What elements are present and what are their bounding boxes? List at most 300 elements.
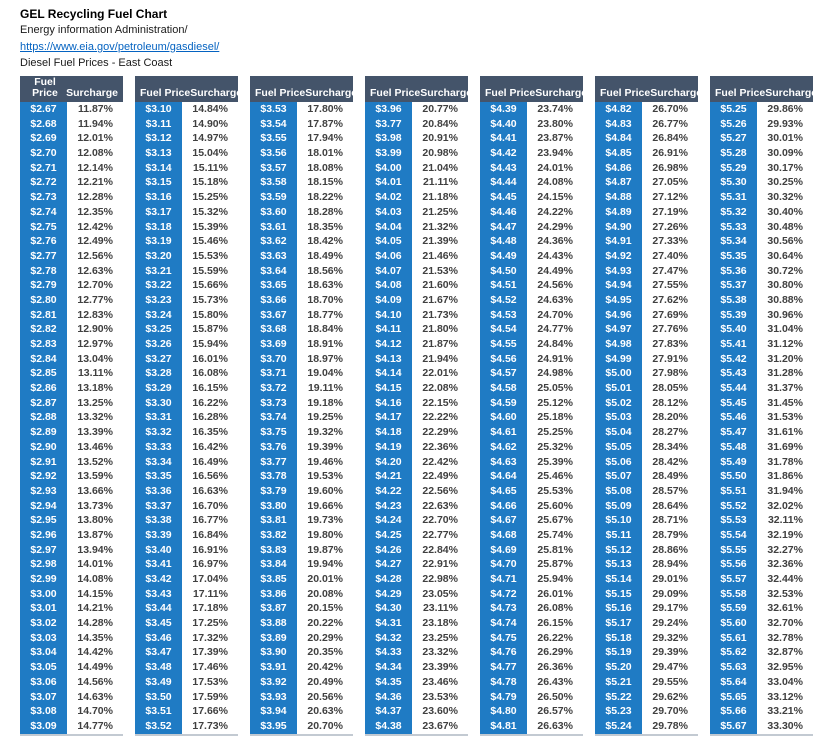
surcharge-header-label: Surcharge xyxy=(765,87,818,99)
table-row xyxy=(135,704,238,719)
surcharge-cell: 21.32% xyxy=(412,220,468,235)
fuel-price-cell: $3.66 xyxy=(250,293,297,308)
table-row xyxy=(480,469,583,484)
table-row xyxy=(135,528,238,543)
table-row xyxy=(250,102,353,117)
surcharge-cell: 16.01% xyxy=(182,352,238,367)
table-row xyxy=(595,690,698,705)
surcharge-header-label: Surcharge xyxy=(420,87,473,99)
table-row xyxy=(710,616,813,631)
table-row xyxy=(710,587,813,602)
surcharge-cell: 33.30% xyxy=(757,719,813,734)
surcharge-cell: 20.98% xyxy=(412,146,468,161)
table-row xyxy=(710,601,813,616)
fuel-price-cell: $3.36 xyxy=(135,484,182,499)
surcharge-cell: 21.04% xyxy=(412,161,468,176)
table-row xyxy=(20,557,123,572)
table-row xyxy=(480,308,583,323)
fuel-price-cell: $5.21 xyxy=(595,675,642,690)
fuel-price-cell: $3.08 xyxy=(20,704,67,719)
surcharge-cell: 31.61% xyxy=(757,425,813,440)
fuel-price-cell: $4.54 xyxy=(480,322,527,337)
table-row xyxy=(135,131,238,146)
table-row xyxy=(595,175,698,190)
surcharge-cell: 18.35% xyxy=(297,220,353,235)
surcharge-cell: 24.91% xyxy=(527,352,583,367)
fuel-price-cell: $3.90 xyxy=(250,645,297,660)
fuel-price-cell: $4.98 xyxy=(595,337,642,352)
fuel-price-cell: $2.88 xyxy=(20,410,67,425)
table-row xyxy=(20,455,123,470)
surcharge-cell: 22.01% xyxy=(412,366,468,381)
table-caption: Diesel Fuel Prices - East Coast xyxy=(20,57,173,69)
table-row xyxy=(135,499,238,514)
fuel-price-cell: $5.22 xyxy=(595,690,642,705)
surcharge-cell: 33.21% xyxy=(757,704,813,719)
table-row xyxy=(250,175,353,190)
fuel-price-cell: $4.89 xyxy=(595,205,642,220)
table-row xyxy=(20,440,123,455)
surcharge-cell: 12.90% xyxy=(67,322,123,337)
table-row xyxy=(365,660,468,675)
table-row xyxy=(480,690,583,705)
table-row xyxy=(250,190,353,205)
fuel-price-cell: $3.93 xyxy=(250,690,297,705)
fuel-table xyxy=(20,76,828,736)
surcharge-cell: 32.53% xyxy=(757,587,813,602)
surcharge-cell: 16.77% xyxy=(182,513,238,528)
table-row xyxy=(135,102,238,117)
surcharge-cell: 14.90% xyxy=(182,117,238,132)
fuel-price-cell: $4.48 xyxy=(480,234,527,249)
fuel-price-cell: $4.83 xyxy=(595,117,642,132)
table-row xyxy=(135,337,238,352)
surcharge-cell: 16.22% xyxy=(182,396,238,411)
table-row xyxy=(710,381,813,396)
group-header xyxy=(595,76,703,102)
surcharge-cell: 27.12% xyxy=(642,190,698,205)
fuel-price-cell: $4.82 xyxy=(595,102,642,117)
fuel-price-cell: $4.97 xyxy=(595,322,642,337)
fuel-price-cell: $5.09 xyxy=(595,499,642,514)
surcharge-cell: 14.84% xyxy=(182,102,238,117)
table-row xyxy=(135,616,238,631)
surcharge-cell: 30.96% xyxy=(757,308,813,323)
surcharge-cell: 23.32% xyxy=(412,645,468,660)
surcharge-cell: 23.53% xyxy=(412,690,468,705)
surcharge-cell: 14.28% xyxy=(67,616,123,631)
table-row xyxy=(595,557,698,572)
surcharge-header-label: Surcharge xyxy=(305,87,358,99)
surcharge-cell: 12.01% xyxy=(67,131,123,146)
fuel-price-cell: $3.04 xyxy=(20,645,67,660)
fuel-price-cell: $4.81 xyxy=(480,719,527,734)
surcharge-cell: 17.53% xyxy=(182,675,238,690)
table-row xyxy=(480,131,583,146)
fuel-price-cell: $5.33 xyxy=(710,220,757,235)
surcharge-cell: 25.53% xyxy=(527,484,583,499)
fuel-price-cell: $4.02 xyxy=(365,190,412,205)
table-row xyxy=(480,645,583,660)
surcharge-cell: 13.32% xyxy=(67,410,123,425)
table-row xyxy=(710,410,813,425)
table-row xyxy=(595,131,698,146)
surcharge-cell: 31.94% xyxy=(757,484,813,499)
fuel-price-cell: $4.99 xyxy=(595,352,642,367)
table-row xyxy=(710,704,813,719)
page-title: GEL Recycling Fuel Chart xyxy=(20,7,168,21)
surcharge-cell: 31.78% xyxy=(757,455,813,470)
table-row xyxy=(480,425,583,440)
table-row xyxy=(710,102,813,117)
surcharge-cell: 19.66% xyxy=(297,499,353,514)
column-group xyxy=(710,76,818,736)
table-row xyxy=(480,322,583,337)
surcharge-cell: 22.77% xyxy=(412,528,468,543)
table-row xyxy=(595,381,698,396)
surcharge-cell: 15.53% xyxy=(182,249,238,264)
table-row xyxy=(250,645,353,660)
surcharge-cell: 14.63% xyxy=(67,690,123,705)
table-row xyxy=(595,278,698,293)
table-row xyxy=(135,396,238,411)
fuel-price-cell: $3.80 xyxy=(250,499,297,514)
surcharge-cell: 32.36% xyxy=(757,557,813,572)
surcharge-cell: 26.57% xyxy=(527,704,583,719)
surcharge-cell: 31.12% xyxy=(757,337,813,352)
table-row xyxy=(135,352,238,367)
surcharge-cell: 31.69% xyxy=(757,440,813,455)
surcharge-cell: 27.26% xyxy=(642,220,698,235)
surcharge-cell: 26.63% xyxy=(527,719,583,734)
fuel-price-cell: $5.20 xyxy=(595,660,642,675)
surcharge-cell: 29.47% xyxy=(642,660,698,675)
table-row xyxy=(365,675,468,690)
fuel-price-cell: $4.68 xyxy=(480,528,527,543)
fuel-price-cell: $4.96 xyxy=(595,308,642,323)
surcharge-cell: 16.63% xyxy=(182,484,238,499)
table-row xyxy=(20,601,123,616)
surcharge-cell: 15.80% xyxy=(182,308,238,323)
surcharge-cell: 13.04% xyxy=(67,352,123,367)
surcharge-cell: 30.88% xyxy=(757,293,813,308)
fuel-price-cell: $4.33 xyxy=(365,645,412,660)
fuel-price-cell: $2.86 xyxy=(20,381,67,396)
column-group xyxy=(480,76,588,736)
fuel-price-cell: $3.61 xyxy=(250,220,297,235)
fuel-price-cell: $3.22 xyxy=(135,278,182,293)
surcharge-cell: 20.15% xyxy=(297,601,353,616)
table-row xyxy=(20,675,123,690)
fuel-price-cell: $4.10 xyxy=(365,308,412,323)
fuel-price-cell: $3.07 xyxy=(20,690,67,705)
table-row xyxy=(595,308,698,323)
table-row xyxy=(20,396,123,411)
surcharge-cell: 26.01% xyxy=(527,587,583,602)
surcharge-cell: 31.45% xyxy=(757,396,813,411)
surcharge-cell: 24.01% xyxy=(527,161,583,176)
table-row xyxy=(710,131,813,146)
fuel-price-cell: $3.86 xyxy=(250,587,297,602)
surcharge-cell: 21.53% xyxy=(412,264,468,279)
surcharge-cell: 28.12% xyxy=(642,396,698,411)
fuel-price-cell: $3.49 xyxy=(135,675,182,690)
fuel-price-cell: $4.64 xyxy=(480,469,527,484)
fuel-price-cell: $4.37 xyxy=(365,704,412,719)
table-row xyxy=(250,572,353,587)
table-row xyxy=(250,543,353,558)
surcharge-cell: 30.72% xyxy=(757,264,813,279)
surcharge-cell: 13.52% xyxy=(67,455,123,470)
surcharge-cell: 12.35% xyxy=(67,205,123,220)
surcharge-cell: 22.98% xyxy=(412,572,468,587)
table-row xyxy=(480,293,583,308)
table-row xyxy=(595,616,698,631)
surcharge-cell: 20.08% xyxy=(297,587,353,602)
fuel-price-cell: $3.53 xyxy=(250,102,297,117)
table-row xyxy=(365,616,468,631)
table-row xyxy=(20,469,123,484)
surcharge-cell: 32.61% xyxy=(757,601,813,616)
table-row xyxy=(710,293,813,308)
table-row xyxy=(250,513,353,528)
surcharge-cell: 28.20% xyxy=(642,410,698,425)
table-row xyxy=(365,410,468,425)
fuel-price-cell: $3.50 xyxy=(135,690,182,705)
fuel-price-cell: $5.01 xyxy=(595,381,642,396)
table-row xyxy=(365,572,468,587)
fuel-price-cell: $2.73 xyxy=(20,190,67,205)
table-row xyxy=(135,631,238,646)
table-row xyxy=(365,469,468,484)
table-row xyxy=(365,690,468,705)
surcharge-cell: 29.62% xyxy=(642,690,698,705)
surcharge-cell: 16.28% xyxy=(182,410,238,425)
table-row xyxy=(365,440,468,455)
fuel-price-cell: $5.29 xyxy=(710,161,757,176)
fuel-price-cell: $3.91 xyxy=(250,660,297,675)
surcharge-cell: 23.80% xyxy=(527,117,583,132)
surcharge-cell: 20.56% xyxy=(297,690,353,705)
fuel-price-cell: $3.83 xyxy=(250,543,297,558)
table-row xyxy=(20,249,123,264)
surcharge-cell: 23.18% xyxy=(412,616,468,631)
fuel-price-cell: $4.55 xyxy=(480,337,527,352)
surcharge-cell: 17.11% xyxy=(182,587,238,602)
fuel-price-cell: $3.84 xyxy=(250,557,297,572)
surcharge-cell: 19.04% xyxy=(297,366,353,381)
fuel-price-cell: $3.14 xyxy=(135,161,182,176)
fuel-price-cell: $5.00 xyxy=(595,366,642,381)
fuel-price-cell: $5.26 xyxy=(710,117,757,132)
table-row xyxy=(480,557,583,572)
table-row xyxy=(250,146,353,161)
table-row xyxy=(250,469,353,484)
surcharge-cell: 33.04% xyxy=(757,675,813,690)
table-row xyxy=(365,146,468,161)
fuel-price-cell: $5.45 xyxy=(710,396,757,411)
fuel-price-cell: $3.72 xyxy=(250,381,297,396)
surcharge-cell: 13.80% xyxy=(67,513,123,528)
surcharge-cell: 14.42% xyxy=(67,645,123,660)
fuel-price-cell: $3.68 xyxy=(250,322,297,337)
surcharge-cell: 23.25% xyxy=(412,631,468,646)
fuel-price-cell: $5.67 xyxy=(710,719,757,734)
surcharge-cell: 16.91% xyxy=(182,543,238,558)
fuel-price-cell: $4.57 xyxy=(480,366,527,381)
surcharge-cell: 26.84% xyxy=(642,131,698,146)
table-row xyxy=(365,234,468,249)
surcharge-header-label: Surcharge xyxy=(190,87,243,99)
fuel-price-cell: $2.68 xyxy=(20,117,67,132)
fuel-price-cell: $4.58 xyxy=(480,381,527,396)
fuel-price-cell: $5.04 xyxy=(595,425,642,440)
fuel-price-cell: $2.70 xyxy=(20,146,67,161)
table-row xyxy=(365,381,468,396)
surcharge-cell: 25.32% xyxy=(527,440,583,455)
fuel-price-cell: $4.41 xyxy=(480,131,527,146)
fuel-price-cell: $5.27 xyxy=(710,131,757,146)
fuel-price-cell: $3.31 xyxy=(135,410,182,425)
table-row xyxy=(365,337,468,352)
surcharge-cell: 27.98% xyxy=(642,366,698,381)
surcharge-cell: 22.36% xyxy=(412,440,468,455)
surcharge-cell: 11.87% xyxy=(67,102,123,117)
surcharge-cell: 22.70% xyxy=(412,513,468,528)
fuel-price-header-label: Fuel Price xyxy=(485,87,536,99)
table-row xyxy=(710,513,813,528)
table-row xyxy=(20,278,123,293)
table-row xyxy=(710,337,813,352)
surcharge-cell: 13.87% xyxy=(67,528,123,543)
fuel-price-cell: $3.21 xyxy=(135,264,182,279)
surcharge-cell: 29.70% xyxy=(642,704,698,719)
surcharge-cell: 17.04% xyxy=(182,572,238,587)
fuel-price-cell: $3.23 xyxy=(135,293,182,308)
table-row xyxy=(135,366,238,381)
fuel-price-cell: $5.54 xyxy=(710,528,757,543)
surcharge-cell: 20.35% xyxy=(297,645,353,660)
fuel-price-cell: $5.42 xyxy=(710,352,757,367)
surcharge-cell: 15.66% xyxy=(182,278,238,293)
surcharge-cell: 12.42% xyxy=(67,220,123,235)
surcharge-cell: 15.73% xyxy=(182,293,238,308)
table-row xyxy=(250,440,353,455)
surcharge-cell: 23.67% xyxy=(412,719,468,734)
surcharge-cell: 29.93% xyxy=(757,117,813,132)
table-row xyxy=(710,484,813,499)
fuel-price-cell: $3.09 xyxy=(20,719,67,734)
table-row xyxy=(20,234,123,249)
table-row xyxy=(710,234,813,249)
surcharge-cell: 24.22% xyxy=(527,205,583,220)
source-link[interactable]: https://www.eia.gov/petroleum/gasdiesel/ xyxy=(20,41,220,53)
table-row xyxy=(20,660,123,675)
fuel-price-cell: $5.08 xyxy=(595,484,642,499)
fuel-price-cell: $4.07 xyxy=(365,264,412,279)
surcharge-cell: 13.73% xyxy=(67,499,123,514)
surcharge-cell: 13.59% xyxy=(67,469,123,484)
fuel-price-cell: $3.13 xyxy=(135,146,182,161)
surcharge-cell: 15.11% xyxy=(182,161,238,176)
surcharge-cell: 30.48% xyxy=(757,220,813,235)
surcharge-cell: 15.59% xyxy=(182,264,238,279)
fuel-price-cell: $3.55 xyxy=(250,131,297,146)
fuel-price-cell: $3.81 xyxy=(250,513,297,528)
fuel-price-cell: $5.14 xyxy=(595,572,642,587)
surcharge-cell: 28.94% xyxy=(642,557,698,572)
fuel-price-cell: $5.50 xyxy=(710,469,757,484)
fuel-price-cell: $4.63 xyxy=(480,455,527,470)
table-row xyxy=(250,117,353,132)
table-row xyxy=(595,425,698,440)
fuel-price-cell: $5.11 xyxy=(595,528,642,543)
fuel-price-cell: $3.18 xyxy=(135,220,182,235)
table-row xyxy=(365,631,468,646)
surcharge-cell: 13.94% xyxy=(67,543,123,558)
table-row xyxy=(710,543,813,558)
surcharge-cell: 25.67% xyxy=(527,513,583,528)
table-row xyxy=(595,675,698,690)
table-row xyxy=(135,572,238,587)
surcharge-cell: 18.49% xyxy=(297,249,353,264)
surcharge-cell: 12.14% xyxy=(67,161,123,176)
fuel-price-cell: $4.65 xyxy=(480,484,527,499)
table-row xyxy=(250,381,353,396)
table-row xyxy=(250,337,353,352)
table-row xyxy=(135,513,238,528)
fuel-price-cell: $3.88 xyxy=(250,616,297,631)
fuel-price-cell: $2.74 xyxy=(20,205,67,220)
table-row xyxy=(135,175,238,190)
fuel-price-cell: $5.17 xyxy=(595,616,642,631)
fuel-price-cell: $4.87 xyxy=(595,175,642,190)
table-row xyxy=(595,601,698,616)
surcharge-cell: 27.05% xyxy=(642,175,698,190)
fuel-price-cell: $2.83 xyxy=(20,337,67,352)
fuel-price-cell: $2.79 xyxy=(20,278,67,293)
surcharge-cell: 16.70% xyxy=(182,499,238,514)
surcharge-cell: 12.83% xyxy=(67,308,123,323)
table-row xyxy=(20,131,123,146)
fuel-price-cell: $3.98 xyxy=(365,131,412,146)
surcharge-cell: 14.15% xyxy=(67,587,123,602)
table-row xyxy=(480,499,583,514)
surcharge-cell: 19.18% xyxy=(297,396,353,411)
fuel-price-cell: $3.96 xyxy=(365,102,412,117)
fuel-price-cell: $2.72 xyxy=(20,175,67,190)
surcharge-cell: 14.35% xyxy=(67,631,123,646)
surcharge-cell: 27.47% xyxy=(642,264,698,279)
fuel-price-cell: $3.87 xyxy=(250,601,297,616)
table-row xyxy=(20,513,123,528)
table-row xyxy=(710,161,813,176)
fuel-price-cell: $3.48 xyxy=(135,660,182,675)
table-row xyxy=(135,381,238,396)
table-row xyxy=(595,264,698,279)
surcharge-cell: 24.29% xyxy=(527,220,583,235)
surcharge-cell: 32.70% xyxy=(757,616,813,631)
surcharge-cell: 20.63% xyxy=(297,704,353,719)
fuel-price-cell: $4.49 xyxy=(480,249,527,264)
fuel-price-cell: $3.37 xyxy=(135,499,182,514)
fuel-price-cell: $4.08 xyxy=(365,278,412,293)
table-row xyxy=(710,690,813,705)
table-row xyxy=(365,161,468,176)
surcharge-cell: 18.15% xyxy=(297,175,353,190)
surcharge-cell: 18.22% xyxy=(297,190,353,205)
fuel-price-cell: $2.85 xyxy=(20,366,67,381)
